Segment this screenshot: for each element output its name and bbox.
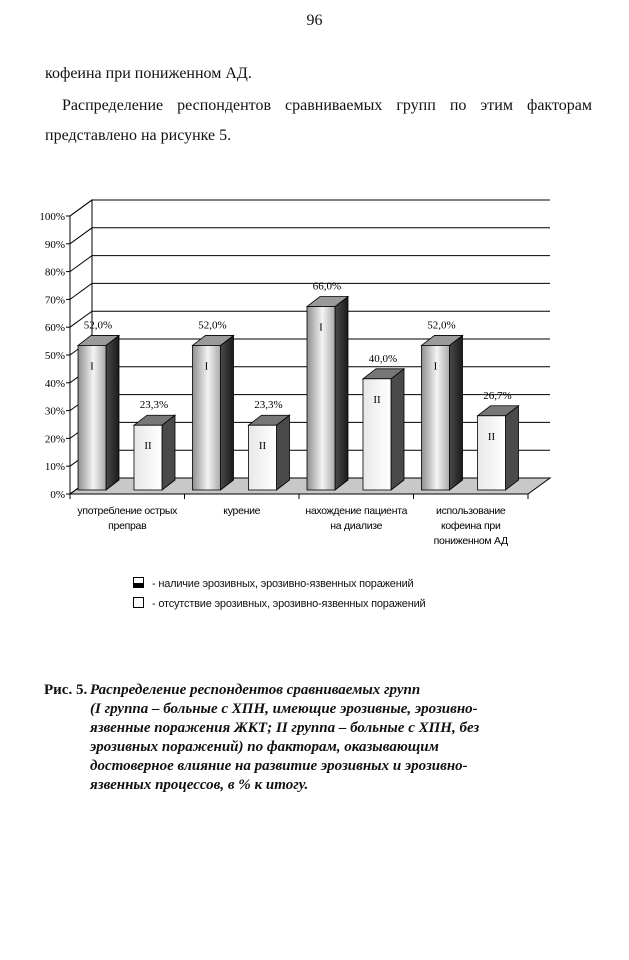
y-tick-label: 20%: [44, 433, 65, 446]
bar-ii: [478, 416, 506, 490]
x-tick-label: использование: [436, 505, 506, 517]
x-tick-label: кофеина при: [440, 520, 501, 532]
x-tick-label: пониженном АД: [433, 535, 508, 547]
data-label: 52,0%: [427, 319, 456, 332]
data-label: 23,3%: [254, 399, 283, 412]
bar-series-label: I: [204, 360, 209, 373]
body-text-line: представлено на рисунке 5.: [45, 127, 232, 144]
body-text-line: кофеина при пониженном АД.: [45, 65, 252, 82]
x-tick-label: преправ: [108, 520, 147, 532]
legend-item-absent: [133, 597, 426, 610]
legend-label: - наличие эрозивных, эрозивно-язвенных поражений: [152, 578, 414, 590]
body-text-line: Распределение респондентов сравниваемых групп по этим факторам: [62, 97, 592, 114]
gridline: [70, 228, 550, 244]
filled-square-icon: [133, 577, 144, 588]
bar-series-label: II: [487, 430, 496, 443]
caption-text: Распределение респондентов сравниваемых групп (I группа – больные с ХПН, имеющие эрозивные, эрозивно- язвенные поражения ЖКТ; II группа – больные с ХПН, без эрозивных поражений) по факторам, оказывающим достоверное влияние на развитие эрозивных и эрозивно- язвенных процессов, в % к итогу.: [90, 682, 480, 793]
bar-i: [307, 307, 335, 490]
bar-series-label: I: [319, 321, 323, 334]
y-tick-label: 10%: [44, 461, 65, 474]
data-label: 40,0%: [368, 352, 398, 365]
x-tick-label: употребление острых: [77, 505, 178, 517]
bar-ii: [249, 425, 277, 490]
bar-series-label: I: [433, 360, 438, 373]
y-tick-label: 80%: [44, 266, 65, 279]
legend-label: - отсутствие эрозивных, эрозивно-язвенных поражений: [152, 598, 426, 610]
bar-chart: [30, 190, 570, 560]
y-tick-label: 50%: [44, 350, 65, 362]
bar-series-label: II: [373, 393, 381, 406]
y-tick-label: 60%: [44, 322, 65, 335]
bar-series-label: II: [144, 440, 152, 453]
bar-side: [506, 406, 519, 490]
bar-series-label: I: [90, 360, 94, 373]
bar-side: [106, 335, 119, 490]
y-tick-label: 100%: [39, 211, 65, 223]
data-label: 23,3%: [139, 399, 169, 412]
y-tick-label: 40%: [44, 377, 65, 390]
data-label: 66,0%: [312, 280, 342, 293]
x-tick-label: курение: [223, 505, 261, 517]
y-tick-label: 0%: [50, 489, 65, 501]
bar-side: [162, 415, 175, 490]
bar-side: [335, 297, 348, 490]
bar-side: [450, 335, 463, 490]
bar-ii: [134, 425, 162, 490]
data-label: 26,7%: [483, 389, 512, 402]
bar-series-label: II: [258, 440, 267, 453]
caption-label: Рис. 5.: [44, 682, 88, 698]
gridline: [70, 280, 550, 299]
gridline: [70, 256, 550, 272]
empty-square-icon: [133, 597, 144, 608]
y-tick-label: 70%: [44, 294, 65, 307]
bar-side: [391, 369, 404, 490]
y-tick-label: 90%: [44, 238, 65, 251]
bar-side: [277, 415, 290, 490]
y-tick-label: 30%: [44, 405, 65, 418]
data-label: 52,0%: [83, 319, 113, 332]
data-label: 52,0%: [198, 319, 227, 332]
bar-side: [221, 335, 234, 490]
x-tick-label: нахождение пациента: [305, 505, 408, 517]
gridline: [70, 200, 550, 216]
legend-item-present: [133, 577, 414, 590]
x-tick-label: на диализе: [330, 520, 383, 532]
page-number: 96: [306, 12, 323, 29]
